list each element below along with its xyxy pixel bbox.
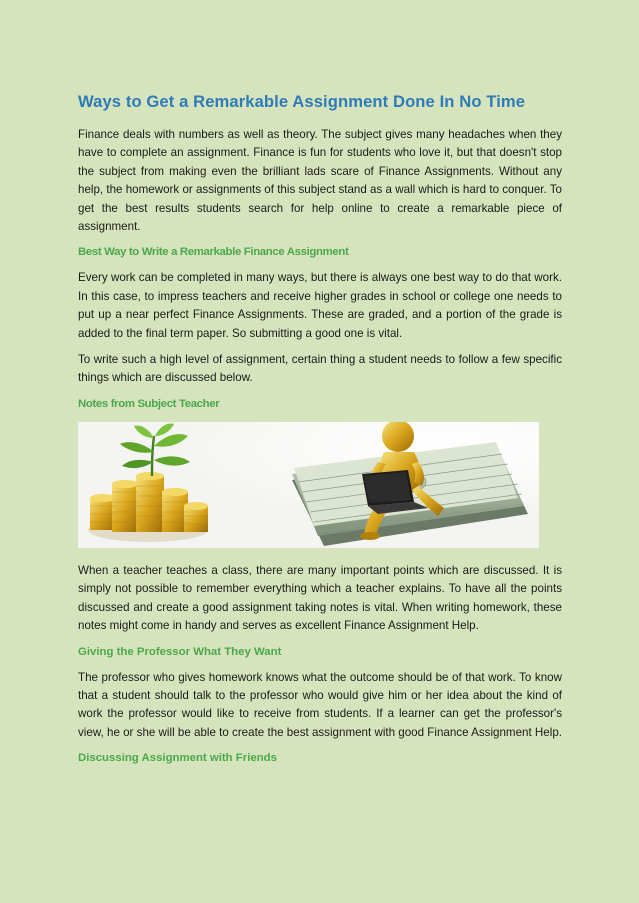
paragraph-professor-1: The professor who gives homework knows what the outcome should be of that work. To know that a student should talk to the professor who would give him or her idea about the kind of work the professor would like to receive from students. If a learner can get the professor's view, he or she will be able to create the best assignment with good Finance Assignment Help.: [78, 670, 562, 739]
paragraph-notes-1: When a teacher teaches a class, there are many important points which are discussed. It is simply not possible to remember everything which a teacher explains. To have all the points discussed and create a good assignment taking notes is vital. When writing homework, these notes might come in handy and serves as excellent Finance Assignment Help.: [78, 563, 562, 633]
section-heading-best-way: Best Way to Write a Remarkable Finance Assignment: [78, 246, 349, 259]
paragraph-best-way-1: Every work can be completed in many ways, but there is always one best way to do that work. In this case, to impress teachers and receive higher grades in school or college one needs to put up a near perfect Finance Assignments. These are graded, and a portion of the grade is added to the final term paper. So submitting a good one is vital.: [78, 271, 562, 340]
section-heading-professor: Giving the Professor What They Want: [78, 645, 282, 658]
document-page: [78, 92, 562, 775]
paragraph-best-way-2: To write such a high level of assignment, certain thing a student needs to follow a few specific things which are discussed below.: [78, 353, 562, 385]
section-heading-friends: Discussing Assignment with Friends: [78, 752, 277, 765]
page-title: Ways to Get a Remarkable Assignment Done In No Time: [78, 92, 526, 111]
intro-paragraph: Finance deals with numbers as well as theory. The subject gives many headaches when they have to complete an assignment. Finance is fun for students who love it, but that doesn't stop the subject from making even the brilliant lads scare of Finance Assignments. Without any help, the homework or assignments of this subject stand as a wall which is hard to conquer. To get the best results students search for help online to create a remarkable piece of assignment.: [78, 128, 562, 234]
finance-growth-illustration-icon: [78, 422, 539, 548]
section-heading-notes: Notes from Subject Teacher: [78, 397, 220, 410]
